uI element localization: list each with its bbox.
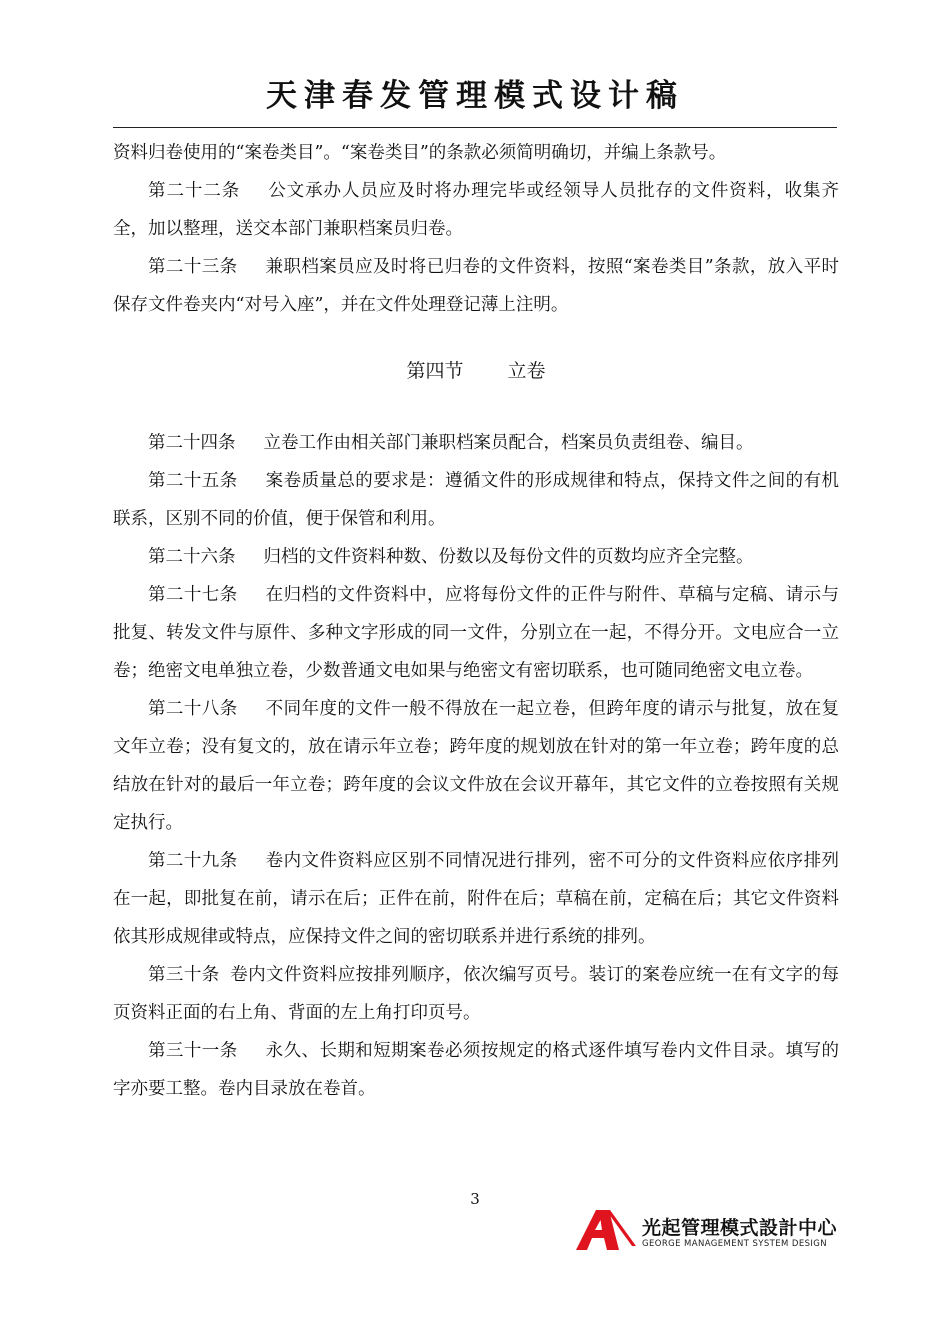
article-number: 第二十三条 — [148, 257, 238, 277]
paragraph-text: 资料归卷使用的“案卷类目”。“案卷类目”的条款必须简明确切，并编上条款号。 — [113, 143, 727, 163]
article-number: 第三十条 — [148, 965, 220, 985]
article-text: 兼职档案员应及时将已归卷的文件资料，按照“案卷类目”条款，放入平时保存文件卷夹内“对号入座”，并在文件处理登记薄上注明。 — [113, 257, 839, 315]
section-number: 第四节 — [406, 360, 464, 382]
article-number: 第二十二条 — [148, 181, 241, 201]
article-27 — [113, 576, 839, 690]
paragraph-continuation — [113, 134, 839, 172]
article-24 — [113, 424, 839, 462]
article-number: 第二十六条 — [148, 547, 236, 567]
article-number: 第二十九条 — [148, 851, 238, 871]
article-29 — [113, 842, 839, 956]
article-text: 在归档的文件资料中，应将每份文件的正件与附件、草稿与定稿、请示与批复、转发文件与原件、多种文字形成的同一文件，分别立在一起，不得分开。文电应合一立卷；绝密文电单独立卷，少数普通文电如果与绝密文有密切联系，也可随同绝密文电立卷。 — [113, 585, 840, 681]
article-28 — [113, 690, 839, 842]
article-number: 第二十八条 — [148, 699, 238, 719]
logo-a-icon — [576, 1210, 636, 1250]
article-number: 第二十五条 — [148, 471, 238, 491]
article-31 — [113, 1032, 839, 1108]
article-23 — [113, 248, 839, 324]
section-name: 立卷 — [507, 360, 546, 382]
logo-text-english: GEORGE MANAGEMENT SYSTEM DESIGN — [642, 1239, 828, 1249]
article-number: 第二十七条 — [148, 585, 238, 605]
article-text: 案卷质量总的要求是：遵循文件的形成规律和特点，保持文件之间的有机联系，区别不同的价值，便于保管和利用。 — [113, 471, 840, 529]
article-30 — [113, 956, 839, 1032]
page-number: 3 — [470, 1190, 480, 1208]
article-text: 公文承办人员应及时将办理完毕或经领导人员批存的文件资料，收集齐全，加以整理，送交本部门兼职档案员归卷。 — [113, 181, 840, 239]
article-text: 立卷工作由相关部门兼职档案员配合，档案员负责组卷、编目。 — [263, 433, 754, 453]
article-22 — [113, 172, 839, 248]
article-number: 第三十一条 — [148, 1041, 238, 1061]
article-text: 卷内文件资料应区别不同情况进行排列，密不可分的文件资料应依序排列在一起，即批复在前，请示在后；正件在前，附件在后；草稿在前，定稿在后；其它文件资料依其形成规律或特点，应保持文件之间的密切联系并进行系统的排列。 — [113, 851, 840, 947]
footer-logo — [576, 1210, 842, 1252]
article-number: 第二十四条 — [148, 433, 236, 453]
body-text — [113, 134, 839, 1108]
article-text: 永久、长期和短期案卷必须按规定的格式逐件填写卷内文件目录。填写的字亦要工整。卷内目录放在卷首。 — [113, 1041, 840, 1099]
article-text: 卷内文件资料应按排列顺序，依次编写页号。装订的案卷应统一在有文字的每页资料正面的右上角、背面的左上角打印页号。 — [113, 965, 840, 1023]
header-divider — [113, 127, 837, 128]
article-text: 归档的文件资料种数、份数以及每份文件的页数均应齐全完整。 — [263, 547, 754, 567]
section-heading — [113, 352, 839, 390]
article-25 — [113, 462, 839, 538]
article-26 — [113, 538, 839, 576]
logo-text-chinese: 光起管理模式設計中心 — [642, 1217, 838, 1239]
page-header-title: 天津春发管理模式设计稿 — [266, 78, 684, 114]
article-text: 不同年度的文件一般不得放在一起立卷，但跨年度的请示与批复，放在复文年立卷；没有复文的，放在请示年立卷；跨年度的规划放在针对的第一年立卷；跨年度的总结放在针对的最后一年立卷；跨年度的会议文件放在会议开幕年，其它文件的立卷按照有关规定执行。 — [113, 699, 840, 833]
